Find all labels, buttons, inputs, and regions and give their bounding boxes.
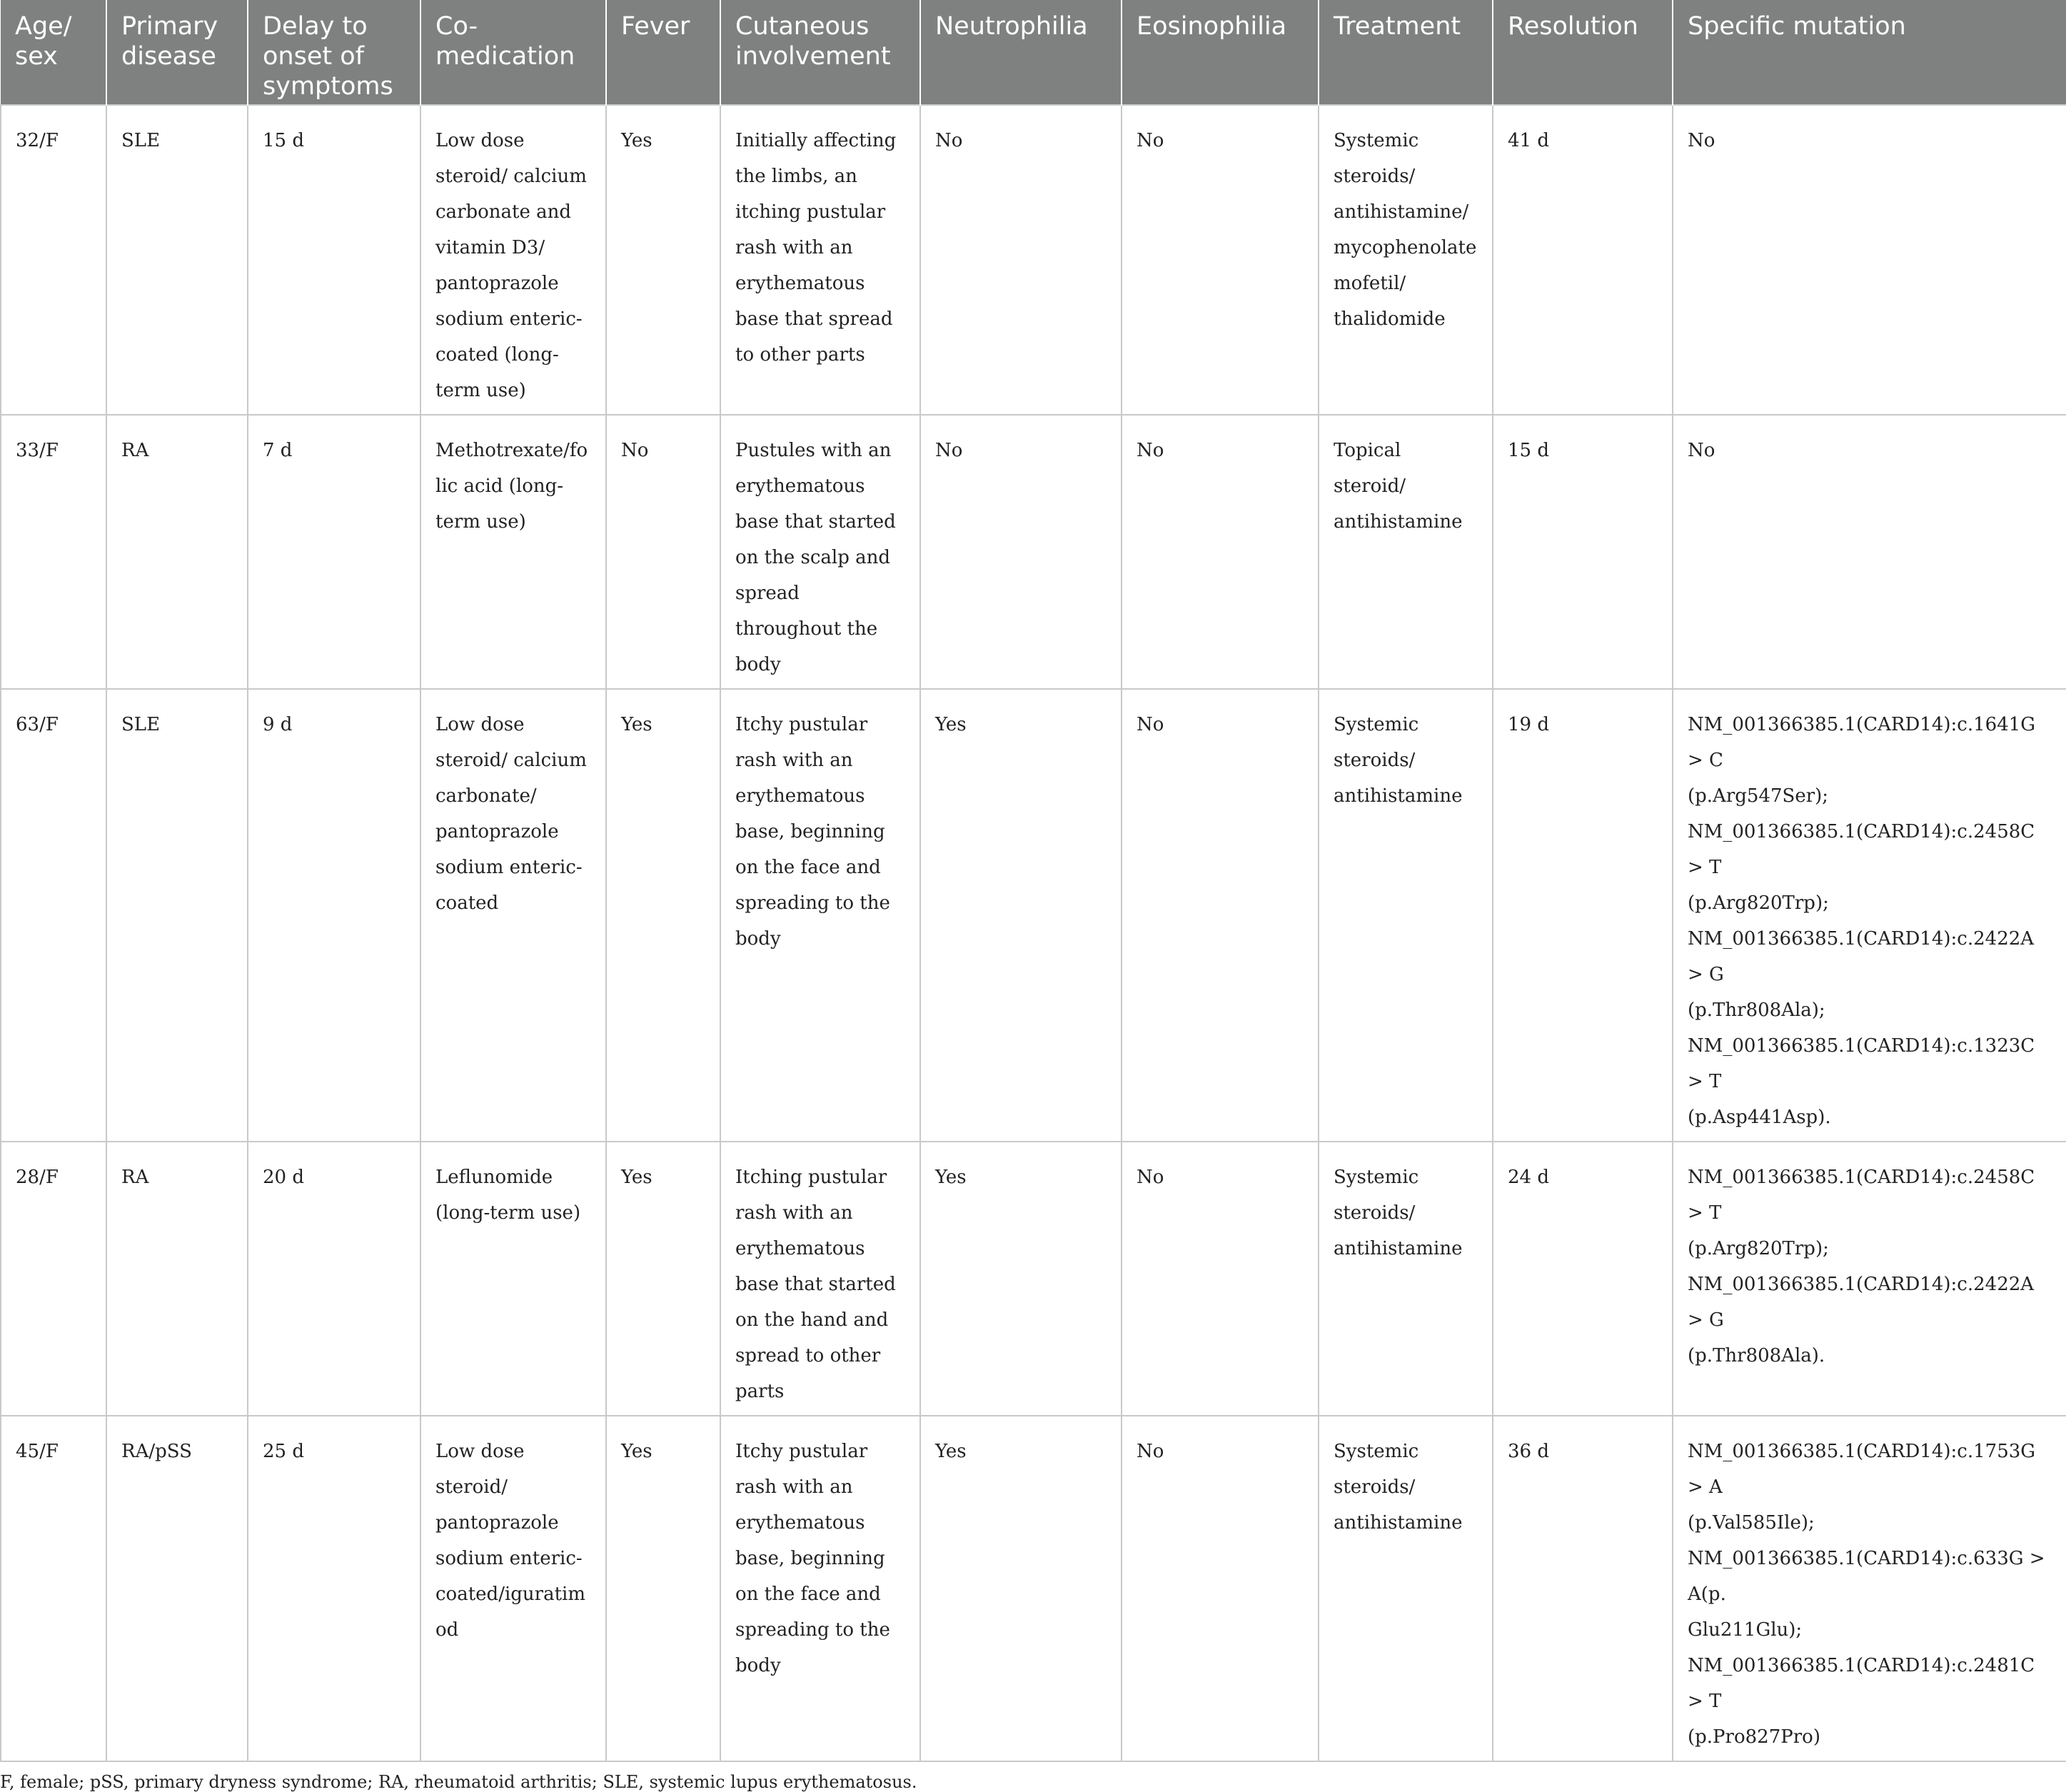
cell-fever: Yes (606, 689, 720, 1142)
mutation-line: NM_001366385.1(CARD14):c.2422A > G (1688, 1274, 2035, 1331)
cell-fever: Yes (606, 1416, 720, 1761)
mutation-line: (p.Asp441Asp). (1688, 1107, 1831, 1128)
header-delay: Delay to onset of symptoms (248, 0, 420, 105)
cell-neutrophilia: Yes (920, 1142, 1122, 1416)
cell-resolution: 36 d (1493, 1416, 1673, 1761)
cell-treatment: Systemic steroids/ antihistamine (1319, 689, 1493, 1142)
table-row (1, 689, 2066, 1142)
cell-co-medication: Leflunomide (long-term use) (420, 1142, 606, 1416)
cell-age-sex: 28/F (1, 1142, 106, 1416)
cell-resolution: 19 d (1493, 689, 1673, 1142)
cell-primary-disease: RA (106, 1142, 248, 1416)
cell-mutation (1673, 1416, 2066, 1761)
cell-eosinophilia: No (1122, 105, 1319, 415)
cell-co-medication: Low dose steroid/ pantoprazole sodium enteric-coated/iguratimod (420, 1416, 606, 1761)
cell-eosinophilia: No (1122, 1142, 1319, 1416)
cell-eosinophilia: No (1122, 1416, 1319, 1761)
cell-resolution: 24 d (1493, 1142, 1673, 1416)
mutation-line: NM_001366385.1(CARD14):c.2422A > G (1688, 928, 2035, 985)
cell-fever: Yes (606, 105, 720, 415)
table-row (1, 415, 2066, 689)
cell-eosinophilia: No (1122, 689, 1319, 1142)
mutation-line: (p.Arg820Trp); (1688, 1238, 1829, 1259)
header-row (1, 0, 2066, 105)
cell-cutaneous: Itching pustular rash with an erythematous base that started on the hand and spread to other parts (720, 1142, 920, 1416)
mutation-line: NM_001366385.1(CARD14):c.1641G > C (1688, 714, 2036, 771)
mutation-line: NM_001366385.1(CARD14):c.1323C > T (1688, 1035, 2035, 1092)
cell-mutation (1673, 415, 2066, 689)
cell-delay: 9 d (248, 689, 420, 1142)
header-age-sex: Age/ sex (1, 0, 106, 105)
cell-cutaneous: Pustules with an erythematous base that started on the scalp and spread throughout the body (720, 415, 920, 689)
cell-delay: 20 d (248, 1142, 420, 1416)
cell-primary-disease: RA/pSS (106, 1416, 248, 1761)
cell-neutrophilia: No (920, 415, 1122, 689)
cell-delay: 25 d (248, 1416, 420, 1761)
cell-primary-disease: SLE (106, 689, 248, 1142)
cell-eosinophilia: No (1122, 415, 1319, 689)
cell-treatment: Topical steroid/ antihistamine (1319, 415, 1493, 689)
cell-delay: 7 d (248, 415, 420, 689)
cell-neutrophilia: No (920, 105, 1122, 415)
mutation-line: No (1688, 130, 1715, 151)
cell-age-sex: 45/F (1, 1416, 106, 1761)
cell-delay: 15 d (248, 105, 420, 415)
cell-co-medication: Low dose steroid/ calcium carbonate and vitamin D3/ pantoprazole sodium enteric-coated (long-term use) (420, 105, 606, 415)
mutation-line: (p.Val585Ile); (1688, 1512, 1815, 1534)
cell-fever: No (606, 415, 720, 689)
header-cutaneous: Cutaneous involvement (720, 0, 920, 105)
cell-cutaneous: Itchy pustular rash with an erythematous base, beginning on the face and spreading to the body (720, 1416, 920, 1761)
cell-treatment: Systemic steroids/ antihistamine/ mycophenolate mofetil/ thalidomide (1319, 105, 1493, 415)
table-row (1, 1142, 2066, 1416)
cell-mutation (1673, 689, 2066, 1142)
header-primary-disease: Primary disease (106, 0, 248, 105)
mutation-line: (p.Thr808Ala). (1688, 1345, 1825, 1366)
mutation-line: No (1688, 440, 1715, 461)
table-footnote: F, female; pSS, primary dryness syndrome; RA, rheumatoid arthritis; SLE, systemic lupus erythematosus. (0, 1772, 917, 1792)
header-co-medication: Co- medication (420, 0, 606, 105)
cell-cutaneous: Itchy pustular rash with an erythematous base, beginning on the face and spreading to the body (720, 689, 920, 1142)
cell-resolution: 15 d (1493, 415, 1673, 689)
header-neutrophilia: Neutrophilia (920, 0, 1122, 105)
mutation-line: Glu211Glu); (1688, 1619, 1803, 1641)
mutation-line: NM_001366385.1(CARD14):c.2458C > T (1688, 1167, 2035, 1224)
header-fever: Fever (606, 0, 720, 105)
cell-treatment: Systemic steroids/ antihistamine (1319, 1142, 1493, 1416)
cell-co-medication: Low dose steroid/ calcium carbonate/ pantoprazole sodium enteric-coated (420, 689, 606, 1142)
table-row (1, 105, 2066, 415)
cell-age-sex: 33/F (1, 415, 106, 689)
header-eosinophilia: Eosinophilia (1122, 0, 1319, 105)
cell-primary-disease: SLE (106, 105, 248, 415)
cell-primary-disease: RA (106, 415, 248, 689)
cell-age-sex: 63/F (1, 689, 106, 1142)
cell-mutation (1673, 1142, 2066, 1416)
mutation-line: (p.Arg547Ser); (1688, 785, 1829, 807)
mutation-line: NM_001366385.1(CARD14):c.2481C > T (1688, 1655, 2035, 1712)
cell-fever: Yes (606, 1142, 720, 1416)
cell-treatment: Systemic steroids/ antihistamine (1319, 1416, 1493, 1761)
mutation-line: (p.Thr808Ala); (1688, 1000, 1825, 1021)
cell-cutaneous: Initially affecting the limbs, an itching pustular rash with an erythematous base that spread to other parts (720, 105, 920, 415)
header-resolution: Resolution (1493, 0, 1673, 105)
header-specific-mutation: Specific mutation (1673, 0, 2066, 105)
mutation-line: (p.Arg820Trp); (1688, 892, 1829, 914)
cell-neutrophilia: Yes (920, 689, 1122, 1142)
mutation-line: NM_001366385.1(CARD14):c.2458C > T (1688, 821, 2035, 878)
cell-age-sex: 32/F (1, 105, 106, 415)
cell-neutrophilia: Yes (920, 1416, 1122, 1761)
mutation-line: NM_001366385.1(CARD14):c.1753G > A (1688, 1441, 2036, 1498)
mutation-line: (p.Pro827Pro) (1688, 1726, 1820, 1748)
table-row (1, 1416, 2066, 1761)
cell-mutation (1673, 105, 2066, 415)
cell-co-medication: Methotrexate/folic acid (long-term use) (420, 415, 606, 689)
cell-resolution: 41 d (1493, 105, 1673, 415)
mutation-line: NM_001366385.1(CARD14):c.633G > A(p. (1688, 1548, 2045, 1605)
header-treatment: Treatment (1319, 0, 1493, 105)
